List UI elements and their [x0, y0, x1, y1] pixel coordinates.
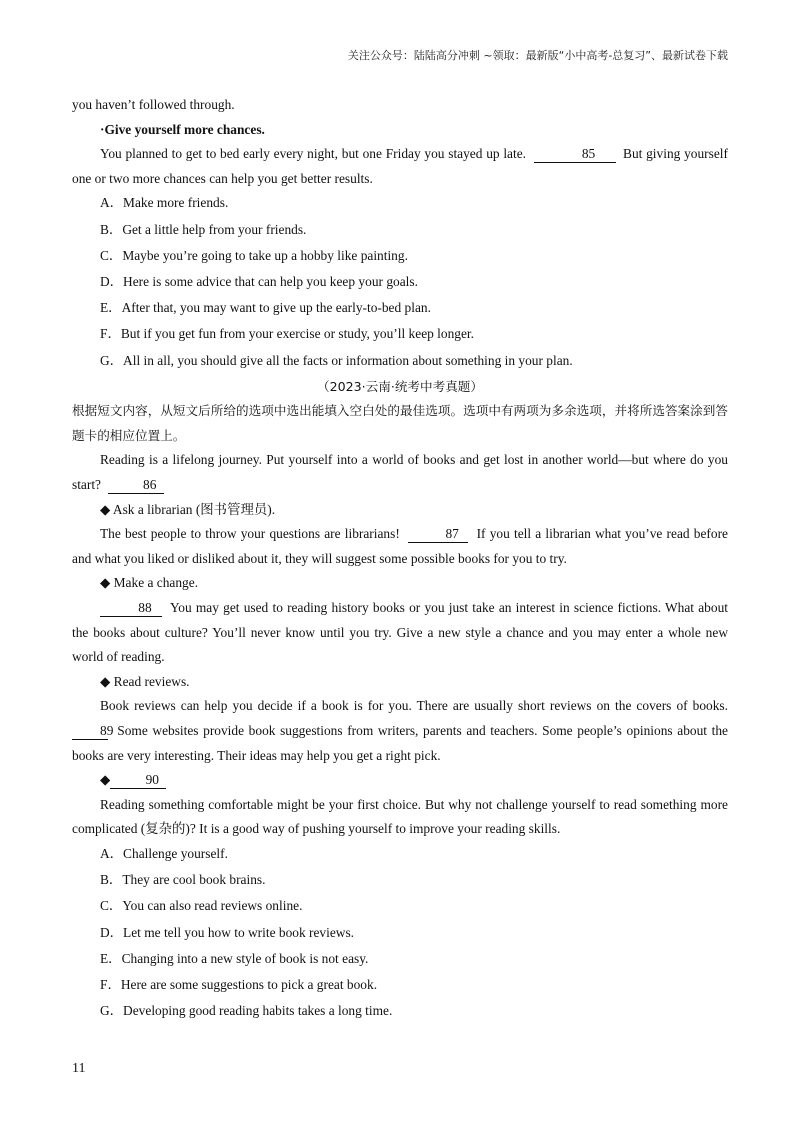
paragraph-85: You planned to get to bed early every night, but one Friday you stayed up late. 85 But giving yourself one or two more chances can help you get better results. — [72, 146, 728, 186]
paragraph-89: Book reviews can help you decide if a book is for you. There are usually short reviews on the covers of books. 89 Some websites provide book suggestions from writers, parents and teachers. Some people’s opinions about the books are very interesting. Their ideas may help you get a right pick. — [72, 698, 728, 763]
option-item: D．Let me tell you how to write book reviews. — [100, 924, 354, 940]
option-item: D．Here is some advice that can help you keep your goals. — [100, 273, 418, 289]
instruction: 根据短文内容，从短文后所给的选项中选出能填入空白处的最佳选项。选项中有两项为多余选项，并将所选答案涂到答题卡的相应位置上。 — [72, 403, 728, 443]
answer-blank-88[interactable]: 88 — [100, 600, 162, 617]
continued-line: you haven’t followed through. — [72, 97, 235, 112]
option-item: A．Challenge yourself. — [100, 845, 228, 861]
subheading-90 — [72, 768, 728, 793]
subheading-read-reviews: ◆ Read reviews. — [100, 673, 190, 689]
subheading-make-change: ◆ Make a change. — [100, 575, 199, 591]
bullet-icon: ◆ — [100, 772, 111, 788]
question-source: （2023·云南·统考中考真题） — [317, 378, 483, 394]
paragraph-88: 88 You may get used to reading history books or you just take an interest in science fictions. What about the books about culture? You’ll never know until you try. Give a new style a chance and you may enter a whole new world of reading. — [72, 600, 728, 665]
option-item: F．But if you get fun from your exercise or study, you’ll keep longer. — [100, 326, 474, 342]
answer-blank-90[interactable]: 90 — [110, 772, 166, 789]
option-item: A．Make more friends. — [100, 195, 229, 211]
intro-paragraph: Reading is a lifelong journey. Put yourself into a world of books and get lost in another world—but where do you start? 86 — [72, 452, 728, 493]
answer-blank-87[interactable]: 87 — [408, 526, 468, 543]
page-content — [72, 93, 728, 1025]
section-heading: ·Give yourself more chances. — [100, 121, 265, 137]
answer-blank-89[interactable]: 89 — [72, 723, 108, 740]
option-item: B．They are cool book brains. — [100, 872, 266, 888]
option-item: B．Get a little help from your friends. — [100, 221, 307, 237]
answer-blank-86[interactable]: 86 — [108, 477, 164, 494]
paragraph-challenge: Reading something comfortable might be your first choice. But why not challenge yourself to read something more complicated (复杂的)? It is a good way of pushing yourself to improve your reading skills. — [72, 796, 728, 837]
option-item: E．Changing into a new style of book is not easy. — [100, 950, 369, 966]
option-item: G．All in all, you should give all the facts or information about something in your plan. — [100, 352, 573, 368]
answer-blank-85[interactable]: 85 — [534, 146, 616, 163]
option-item: F．Here are some suggestions to pick a great book. — [100, 976, 378, 992]
option-item: C．You can also read reviews online. — [100, 898, 303, 914]
option-item: G．Developing good reading habits takes a long time. — [100, 1003, 393, 1019]
option-item: C．Maybe you’re going to take up a hobby like painting. — [100, 247, 408, 263]
paragraph-87: The best people to throw your questions are librarians! 87 If you tell a librarian what you’ve read before and what you liked or disliked about it, they will suggest some possible books for you to try. — [72, 526, 728, 566]
page-number: 11 — [72, 1061, 86, 1076]
subheading-ask-librarian: ◆ Ask a librarian (图书管理员). — [100, 501, 276, 517]
option-item: E．After that, you may want to give up the early-to-bed plan. — [100, 300, 431, 316]
page-header: 关注公众号：陆陆高分冲刺 ~领取：最新版“小中高考-总复习”、最新试卷下载 — [347, 49, 728, 62]
